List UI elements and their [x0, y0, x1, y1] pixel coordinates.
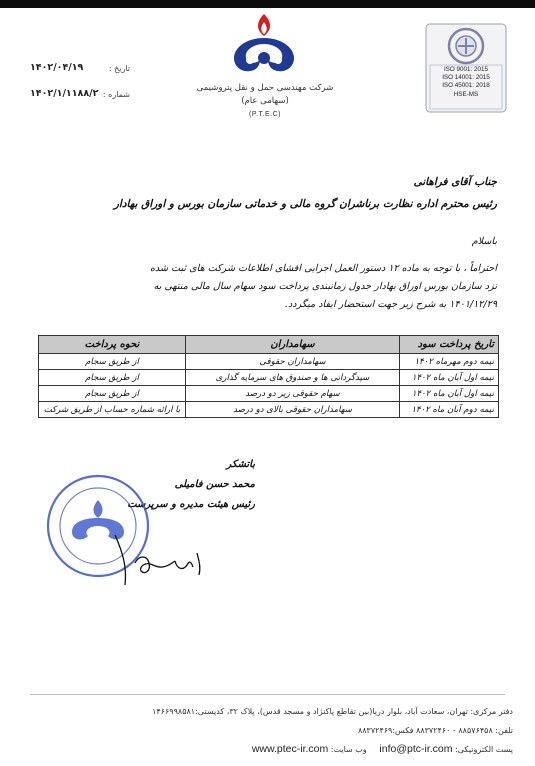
signatory-title: رئیس هیئت مدیره و سرپرست [127, 499, 255, 510]
thanks-text: باتشکر [226, 459, 255, 470]
table-row [39, 386, 499, 402]
cell-payment-date: نیمه دوم آبان ماه ۱۴۰۲ [400, 402, 499, 418]
footer-contact [20, 740, 513, 759]
table-row [39, 402, 499, 418]
company-name-block [170, 82, 360, 121]
iso-line: ISO 14001: 2015 [442, 74, 490, 82]
company-logo [226, 12, 302, 80]
header-shareholders: سهامداران [186, 336, 400, 354]
body-line: ۱۴۰۱/۱۲/۲۹ به شرح زیر جهت استحضار ایفاد میگردد. [284, 299, 497, 310]
company-abbreviation: (P.T.E.C) [249, 111, 281, 118]
iso-line: ISO 45001: 2018 [442, 82, 490, 90]
website-label: وب سایت: [330, 745, 367, 754]
cell-payment-date: نیمه دوم مهرماه ۱۴۰۲ [400, 354, 499, 370]
letter-number [30, 88, 130, 104]
iso-standards [428, 66, 504, 99]
iso-line: ISO 9001: 2015 [443, 66, 489, 73]
cell-shareholders: سهامداران حقوقی [186, 354, 400, 370]
footer-divider [30, 694, 505, 695]
addressee: جناب آقای فراهانی [413, 176, 497, 188]
addressee-position: رئیس محترم اداره نظارت برناشران گروه مالی و خدماتی سازمان بورس و اوراق بهادار [113, 198, 497, 210]
dividend-schedule-table [38, 335, 499, 418]
header-payment-method: نحوه پرداخت [39, 336, 186, 354]
table-row [39, 354, 499, 370]
table-row [39, 370, 499, 386]
company-name: شرکت مهندسی حمل و نقل پتروشیمی [196, 83, 334, 93]
date-label: : تاریخ [108, 64, 130, 73]
cell-payment-method: از طریق سجام [39, 370, 186, 386]
date-value: ۱۴۰۲/۰۴/۱۹ [30, 62, 84, 73]
email-address: info@ptc-ir.com [379, 743, 453, 755]
signatory-name: محمد حسن فامیلی [174, 479, 255, 490]
footer-phones: تلفن: ۸۸۵۷۶۴۵۸ - ۸۸۳۷۲۴۶۰ فکس:۸۸۳۷۲۴۶۹ [357, 726, 513, 735]
body-line: احتراماً ، با توجه به ماده ۱۲ دستور العمل اجرایی افشای اطلاعات شرکت های ثبت شده [149, 263, 497, 274]
website-address: www.ptec-ir.com [251, 743, 329, 755]
scan-top-edge [0, 0, 535, 8]
number-value: ۱۴۰۲/۱/۱۱۸۸/۲ [30, 88, 99, 99]
table-header-row [39, 336, 499, 354]
cell-shareholders: سهامداران حقوقی بالای دو درصد [186, 402, 400, 418]
footer-address: دفتر مرکزی: تهران، سعادت آباد، بلوار دریا(بین تقاطع پاکنژاد و مسجد قدس)، پلاک ۳۲، کدپستی:۱۴۶۶۹۹۸۵۸۱ [152, 707, 513, 716]
company-type: (سهامی عام) [241, 96, 289, 106]
handwritten-signature [105, 505, 225, 595]
iso-line: HSE-MS [453, 90, 479, 98]
cell-shareholders: سهام حقوقی زیر دو درصد [186, 386, 400, 402]
footer [20, 702, 513, 759]
cell-payment-method: با ارائه شماره حساب از طریق شرکت [39, 402, 186, 418]
header-payment-date: تاریخ پرداخت سود [400, 336, 499, 354]
letter-date [30, 62, 130, 78]
letter-body [38, 260, 497, 314]
cell-shareholders: سپدگردانی ها و صندوق های سرمایه گذاری [186, 370, 400, 386]
greeting: باسلام [471, 236, 497, 247]
cell-payment-date: نیمه اول آبان ماه ۱۴۰۲ [400, 370, 499, 386]
cell-payment-method: از طریق سجام [39, 386, 186, 402]
email-label: پست الکترونیکی: [455, 745, 513, 754]
cell-payment-date: نیمه اول آبان ماه ۱۴۰۲ [400, 386, 499, 402]
number-label: : شماره [102, 90, 130, 99]
cell-payment-method: از طریق سجام [39, 354, 186, 370]
body-line: نزد سازمان بورس اوراق بهادار جدول زمانبندی پرداخت سود سهام سال مالی منتهی به [153, 281, 497, 292]
